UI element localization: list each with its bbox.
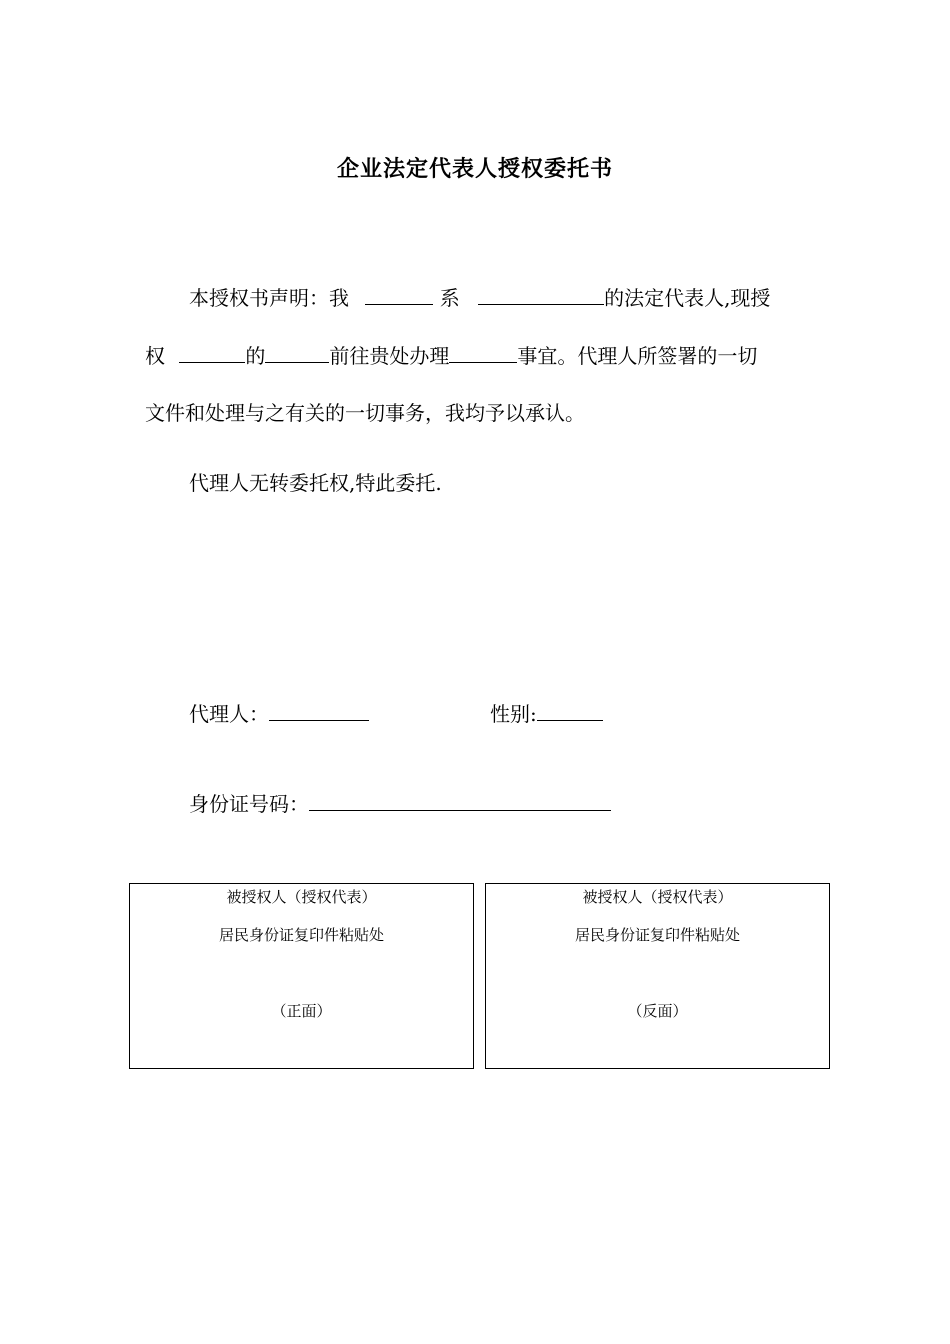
box-heading: 被授权人（授权代表） — [226, 888, 377, 906]
agent-label: 代理人： — [189, 702, 269, 726]
id-number-field — [189, 790, 611, 818]
id-number-input[interactable] — [309, 790, 611, 811]
declaration-line-2 — [145, 342, 757, 370]
declaration-text: 系 — [439, 286, 460, 310]
id-number-label: 身份证号码： — [189, 792, 309, 816]
box-heading: 被授权人（授权代表） — [582, 888, 733, 906]
declaration-text: 事宜。代理人所签署的一切 — [517, 344, 758, 368]
agent-company-blank[interactable] — [179, 342, 245, 363]
box-side-label: （反面） — [627, 1002, 688, 1020]
matter-blank[interactable] — [449, 342, 517, 363]
agent-field — [189, 700, 369, 728]
declaration-text: 本授权书声明：我 — [189, 286, 349, 310]
agent-name-blank[interactable] — [265, 342, 329, 363]
id-copy-front-box[interactable] — [129, 883, 474, 1069]
declaration-text: 前往贵处办理 — [329, 344, 450, 368]
no-subdelegation-statement: 代理人无转委托权,特此委托. — [189, 471, 442, 495]
declaration-text: 权 — [145, 344, 165, 368]
gender-input[interactable] — [537, 700, 603, 721]
box-side-label: （正面） — [271, 1002, 332, 1020]
name-blank[interactable] — [365, 284, 433, 305]
declaration-text: 的 — [245, 344, 266, 368]
box-instruction: 居民身份证复印件粘贴处 — [574, 926, 740, 944]
id-copy-back-box[interactable] — [485, 883, 830, 1069]
declaration-line-3: 文件和处理与之有关的一切事务，我均予以承认。 — [145, 401, 585, 425]
company-blank[interactable] — [478, 284, 604, 305]
agent-input[interactable] — [269, 700, 369, 721]
declaration-text: 的法定代表人,现授 — [604, 286, 771, 310]
gender-label: 性别: — [490, 702, 537, 726]
box-instruction: 居民身份证复印件粘贴处 — [218, 926, 384, 944]
document-title: 企业法定代表人授权委托书 — [336, 156, 613, 182]
declaration-line-1 — [189, 284, 770, 312]
gender-field — [490, 700, 603, 728]
